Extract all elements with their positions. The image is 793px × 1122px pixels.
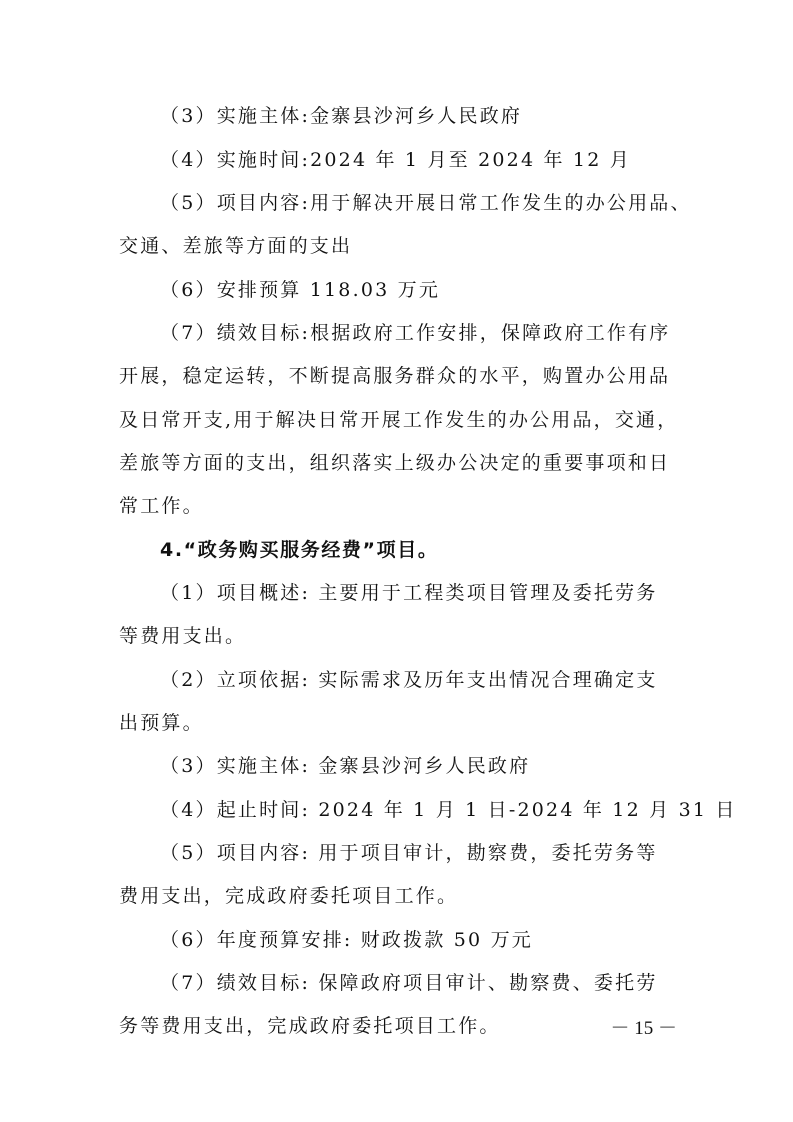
paragraph-line: 及日常开支,用于解决日常开展工作发生的办公用品，交通， [119, 409, 679, 431]
paragraph-line: 务等费用支出，完成政府委托项目工作。 [119, 1015, 501, 1037]
paragraph-line: 开展，稳定运转，不断提高服务群众的水平，购置办公用品 [119, 365, 671, 387]
paragraph-line: （3）实施主体: 金寨县沙河乡人民政府 [160, 755, 531, 777]
paragraph-line: （5）项目内容:用于解决开展日常工作发生的办公用品、 [160, 192, 692, 214]
paragraph-line: （3）实施主体:金寨县沙河乡人民政府 [160, 105, 523, 127]
paragraph-line: 费用支出，完成政府委托项目工作。 [119, 885, 459, 907]
paragraph-line: 等费用支出。 [119, 625, 247, 647]
paragraph-line: （4）起止时间: 2024 年 1 月 1 日-2024 年 12 月 31 日 [160, 799, 737, 821]
paragraph-line: （1）项目概述: 主要用于工程类项目管理及委托劳务 [160, 582, 658, 604]
paragraph-line: 常工作。 [119, 495, 204, 517]
paragraph-line: （6）安排预算 118.03 万元 [160, 279, 441, 301]
paragraph-line: （6）年度预算安排: 财政拨款 50 万元 [160, 929, 533, 951]
paragraph-line: 交通、差旅等方面的支出 [119, 235, 353, 257]
paragraph-line: （5）项目内容: 用于项目审计，勘察费，委托劳务等 [160, 842, 658, 864]
paragraph-line: （7）绩效目标:根据政府工作安排，保障政府工作有序 [160, 322, 671, 344]
paragraph-line: （2）立项依据: 实际需求及历年支出情况合理确定支 [160, 669, 658, 691]
section-heading: 4.“政务购买服务经费”项目。 [160, 539, 439, 561]
page-number: － 15 － [610, 1018, 677, 1039]
paragraph-line: 差旅等方面的支出，组织落实上级办公决定的重要事项和日 [119, 452, 671, 474]
paragraph-line: （7）绩效目标: 保障政府项目审计、勘察费、委托劳 [160, 972, 658, 994]
paragraph-line: 出预算。 [119, 712, 204, 734]
paragraph-line: （4）实施时间:2024 年 1 月至 2024 年 12 月 [160, 149, 631, 171]
